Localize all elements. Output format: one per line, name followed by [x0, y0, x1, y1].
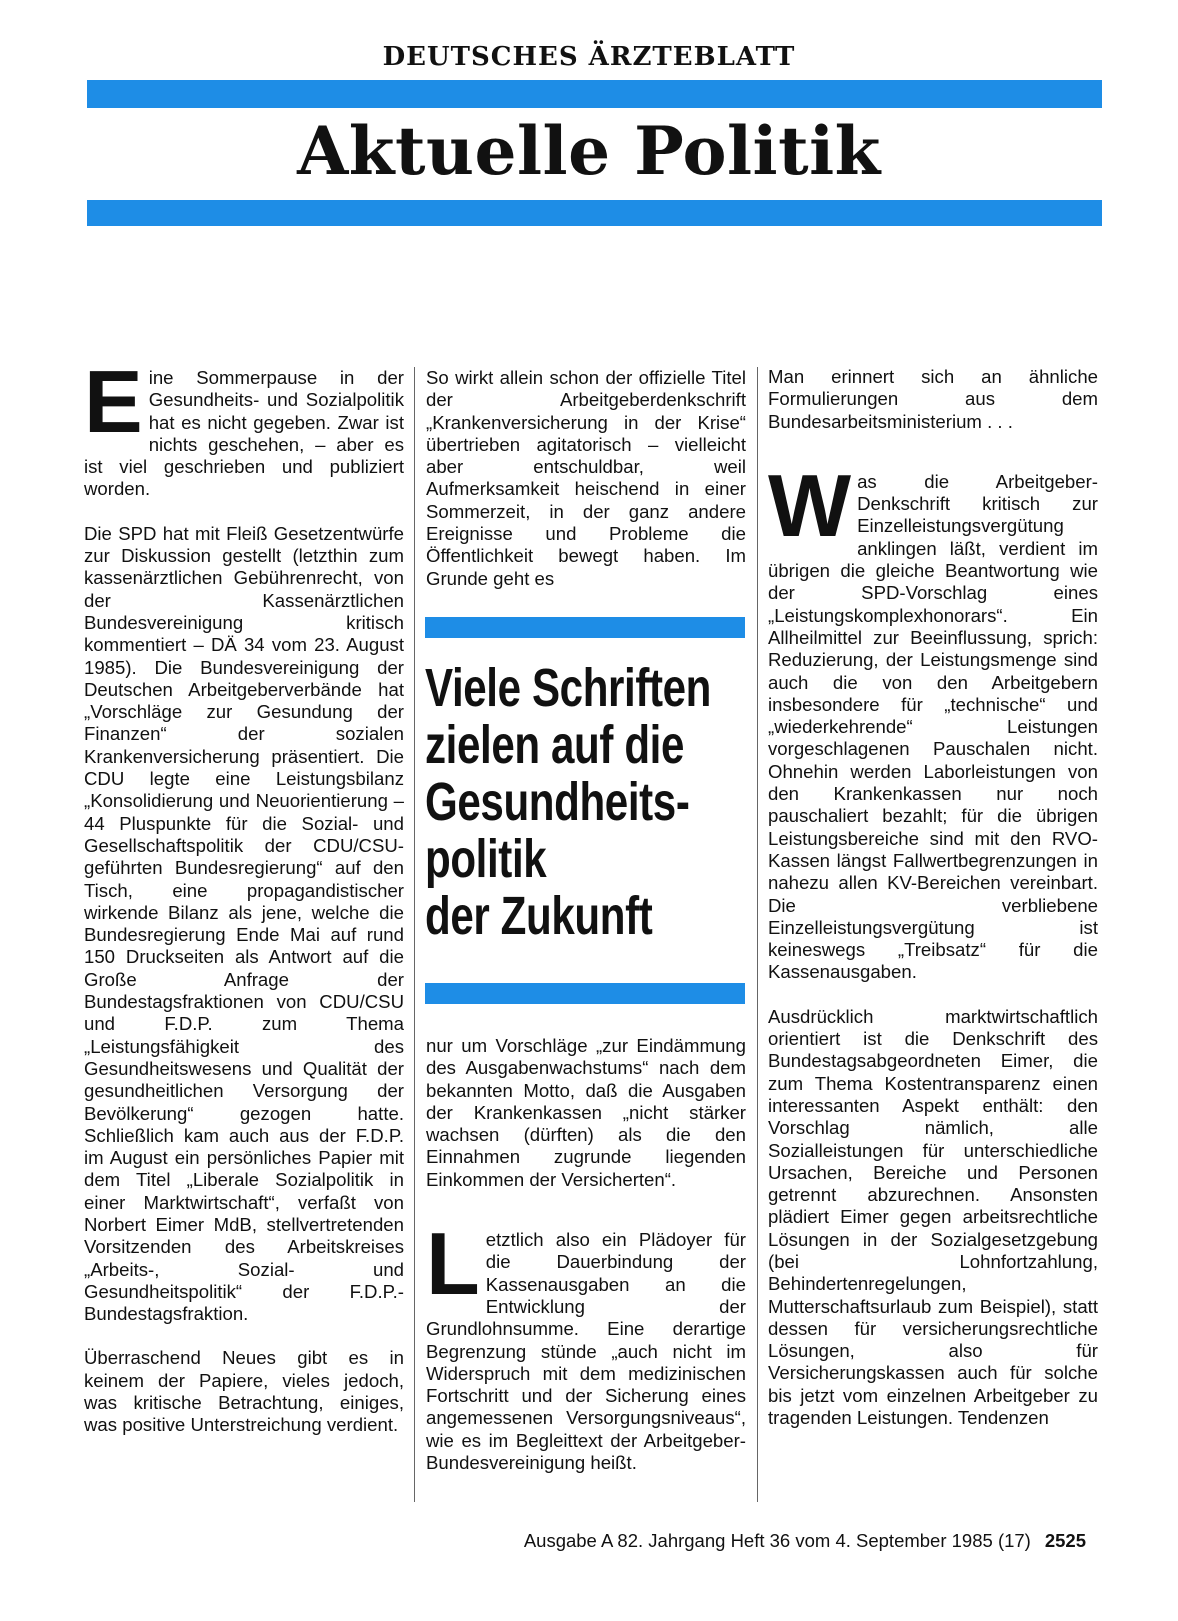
paragraph: So wirkt allein schon der offizielle Titel der Arbeitgeberdenkschrift „Krankenversicherung in der Krise“ übertrieben agitatorisch – vielleicht aber entschuldbar, weil Aufmerksamkeit heischend in einer Sommerzeit, in der ganz andere Ereignisse und Probleme die Öffentlichkeit bewegt haben. Im Grunde geht es [426, 367, 746, 589]
page-number: 2525 [1044, 1530, 1086, 1551]
column-divider-1 [414, 367, 415, 1502]
paragraph-text: ine Sommerpause in der Gesundheits- und Sozialpolitik hat es nicht gegeben. Zwar ist nichts geschehen, – aber es ist viel geschrieben und publiziert worden. [84, 367, 404, 500]
paragraph: Überraschend Neues gibt es in keinem der Papiere, vieles jedoch, was kritische Betrachtung, einiges, was positive Unterstreichung verdient. [84, 1347, 404, 1436]
paragraph [768, 455, 1098, 984]
paragraph: nur um Vorschläge „zur Eindämmung des Ausgabenwachstums“ nach dem bekannten Motto, daß die Ausgaben der Krankenkassen „nicht stärker wachsen (dürften) als die den Einnahmen zugrunde liegenden Einkommen der Versicherten“. [426, 1035, 746, 1190]
article-column-3 [768, 366, 1098, 1451]
paragraph-text: etztlich also ein Plädoyer für die Dauerbindung der Kassenausgaben an die Entwicklung der Grundlohnsumme. Eine derartige Begrenzung stünde „auch nicht im Widerspruch mit dem medizinischen Fortschritt und der Sicherung eines angemessenen Versorgungsniveaus“, wie es im Begleittext der Arbeitgeber-Bundesvereinigung heißt. [426, 1229, 746, 1474]
title-underline-band [87, 200, 1102, 226]
drop-cap: W [768, 455, 852, 555]
article-column-2-bottom [426, 1035, 746, 1496]
paragraph: Die SPD hat mit Fleiß Gesetzentwürfe zur Diskussion gestellt (letzthin zum kassenärztlichen Gebührenrecht, von der Kassenärztlichen Bundesvereinigung kritisch kommentiert – DÄ 34 vom 23. August 1985). Die Bundesvereinigung der Deutschen Arbeitgeberverbände hat „Vorschläge zur Gesundung der Finanzen“ der sozialen Krankenversicherung präsentiert. Die CDU legte eine Leistungsbilanz „Konsolidierung und Neuorientierung – 44 Pluspunkte für die Sozial- und Gesellschaftspolitik der CDU/CSU-geführten Bundesregierung“ auf den Tisch, eine propagandistischer wirkende Bilanz als jene, welche die Bundesregierung Ende Mai auf rund 150 Druckseiten als Antwort auf die Große Anfrage der Bundestagsfraktionen von CDU/CSU und F.D.P. zum Thema „Leistungsfähigkeit des Gesundheitswesens und Qualität der gesundheitlichen Versorgung der Bevölkerung“ gezogen hatte. Schließlich kam auch aus der F.D.P. im August ein persönliches Papier mit dem Titel „Liberale Sozialpolitik in einer Marktwirtschaft“, verfaßt von Norbert Eimer MdB, stellvertretenden Vorsitzenden des Arbeitskreises „Arbeits-, Sozial- und Gesundheitspolitik“ der F.D.P.-Bundestagsfraktion. [84, 522, 404, 1325]
page-footer [524, 1530, 1086, 1552]
drop-cap: E [84, 352, 143, 451]
issue-info: Ausgabe A 82. Jahrgang Heft 36 vom 4. September 1985 (17) [523, 1530, 1031, 1551]
paragraph: Man erinnert sich an ähnliche Formulierungen aus dem Bundesarbeitsministerium . . . [768, 366, 1098, 432]
headline-bottom-band [425, 983, 745, 1004]
paragraph-text: as die Arbeitgeber-Denkschrift kritisch zur Einzelleistungsvergütung anklingen läßt, verdient im übrigen die gleiche Beantwortung wie der SPD-Vorschlag eines „Leistungskomplexhonorars“. Ein Allheilmittel zur Beeinflussung, sprich: Reduzierung, der Leistungsmenge sind auch die von den Arbeitgebern insbesondere für „technische“ und „wiederkehrende“ Leistungen vorgeschlagenen Pauschalen nicht. Ohnehin werden Laborleistungen von den Krankenkassen nur noch pauschaliert bezahlt; für die übrigen Leistungsbereiche sind mit den RVO-Kassen längst Fallwertbegrenzungen in nahezu allen KV-Bereichen vereinbart. Die verbliebene Einzelleistungsvergütung ist keineswegs „Treibsatz“ für die Kassenausgaben. [768, 470, 1098, 983]
article-column-2-top [426, 367, 746, 612]
column-divider-2 [757, 367, 758, 1502]
masthead: DEUTSCHES ÄRZTEBLATT [382, 42, 796, 72]
drop-cap: L [426, 1214, 480, 1314]
paragraph [84, 352, 404, 501]
pull-headline: Viele Schriften zielen auf die Gesundheits- politik der Zukunft [425, 658, 711, 946]
headline-top-band [425, 617, 745, 638]
paragraph: Ausdrücklich marktwirtschaftlich orientiert ist die Denkschrift des Bundestagsabgeordneten Eimer, die zum Thema Kostentransparenz einen interessanten Aspekt enthält: den Vorschlag nämlich, alle Sozialleistungen für unterschiedliche Ursachen, Bereiche und Personen getrennt abzurechnen. Ansonsten plädiert Eimer gegen arbeitsrechtliche Lösungen in der Sozialgesetzgebung (bei Lohnfortzahlung, Behindertenregelungen, Mutterschaftsurlaub zum Beispiel), statt dessen für versicherungsrechtliche Lösungen, also für Versicherungskassen auch für solche bis jetzt vom einzelnen Arbeitgeber zu tragenden Leistungen. Tendenzen [768, 1005, 1098, 1429]
article-column-1 [84, 352, 404, 1459]
paragraph [426, 1214, 746, 1474]
top-color-band [87, 80, 1102, 108]
section-title: Aktuelle Politik [297, 112, 881, 190]
